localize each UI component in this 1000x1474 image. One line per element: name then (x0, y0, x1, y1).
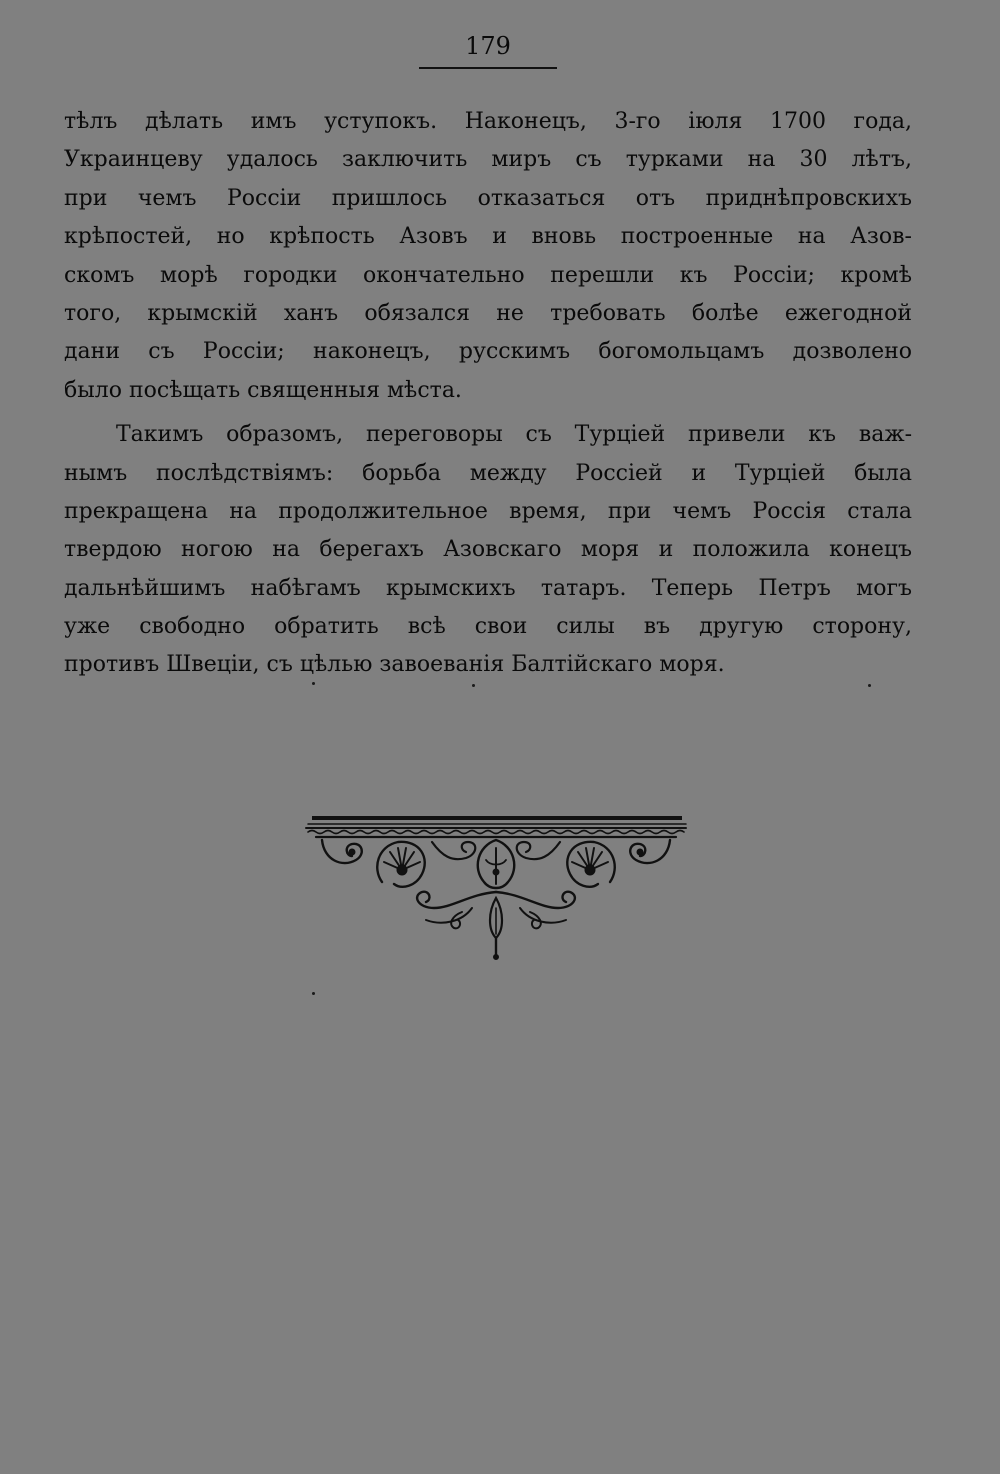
text-line: противъ Швеціи, съ цѣлью завоеванія Балтійскаго моря. (64, 652, 725, 678)
print-speck (472, 684, 475, 687)
text-line: при чемъ Россіи пришлось отказаться отъ приднѣпровскихъ (64, 185, 912, 211)
text-line: уже свободно обратить всѣ свои силы въ другую сторону, (64, 614, 912, 640)
paragraph-1 (64, 103, 912, 410)
text-line: Такимъ образомъ, переговоры съ Турціей привели къ важ- (116, 422, 912, 448)
text-line: было посѣщать священныя мѣста. (64, 377, 462, 403)
text-line: того, крымскій ханъ обязался не требовать болѣе ежегодной (64, 300, 912, 326)
text-line: тѣлъ дѣлать имъ уступокъ. Наконецъ, 3-го іюля 1700 года, (64, 109, 912, 134)
print-speck (868, 684, 871, 687)
page-number: 179 (465, 32, 511, 60)
text-line: скомъ морѣ городки окончательно перешли къ Россіи; кромѣ (64, 262, 912, 288)
page-number-rule (419, 67, 557, 69)
text-line: твердою ногою на берегахъ Азовскаго моря и положила конецъ (64, 537, 912, 563)
text-line: дальнѣйшимъ набѣгамъ крымскихъ татаръ. Теперь Петръ могъ (64, 575, 912, 601)
text-line: прекращена на продолжительное время, при чемъ Россія стала (64, 498, 912, 524)
text-line: крѣпостей, но крѣпость Азовъ и вновь построенные на Азов- (64, 224, 912, 250)
text-line: дани съ Россіи; наконецъ, русскимъ богомольцамъ дозволено (64, 339, 912, 365)
text-line: Украинцеву удалось заключить миръ съ турками на 30 лѣтъ, (64, 147, 912, 173)
tailpiece-vignette-icon (302, 812, 690, 962)
text-line: нымъ послѣдствіямъ: борьба между Россіей и Турціей была (64, 460, 912, 486)
body-text (64, 103, 912, 685)
print-speck (312, 992, 315, 995)
paragraph-2 (64, 416, 912, 685)
print-speck (312, 682, 315, 685)
